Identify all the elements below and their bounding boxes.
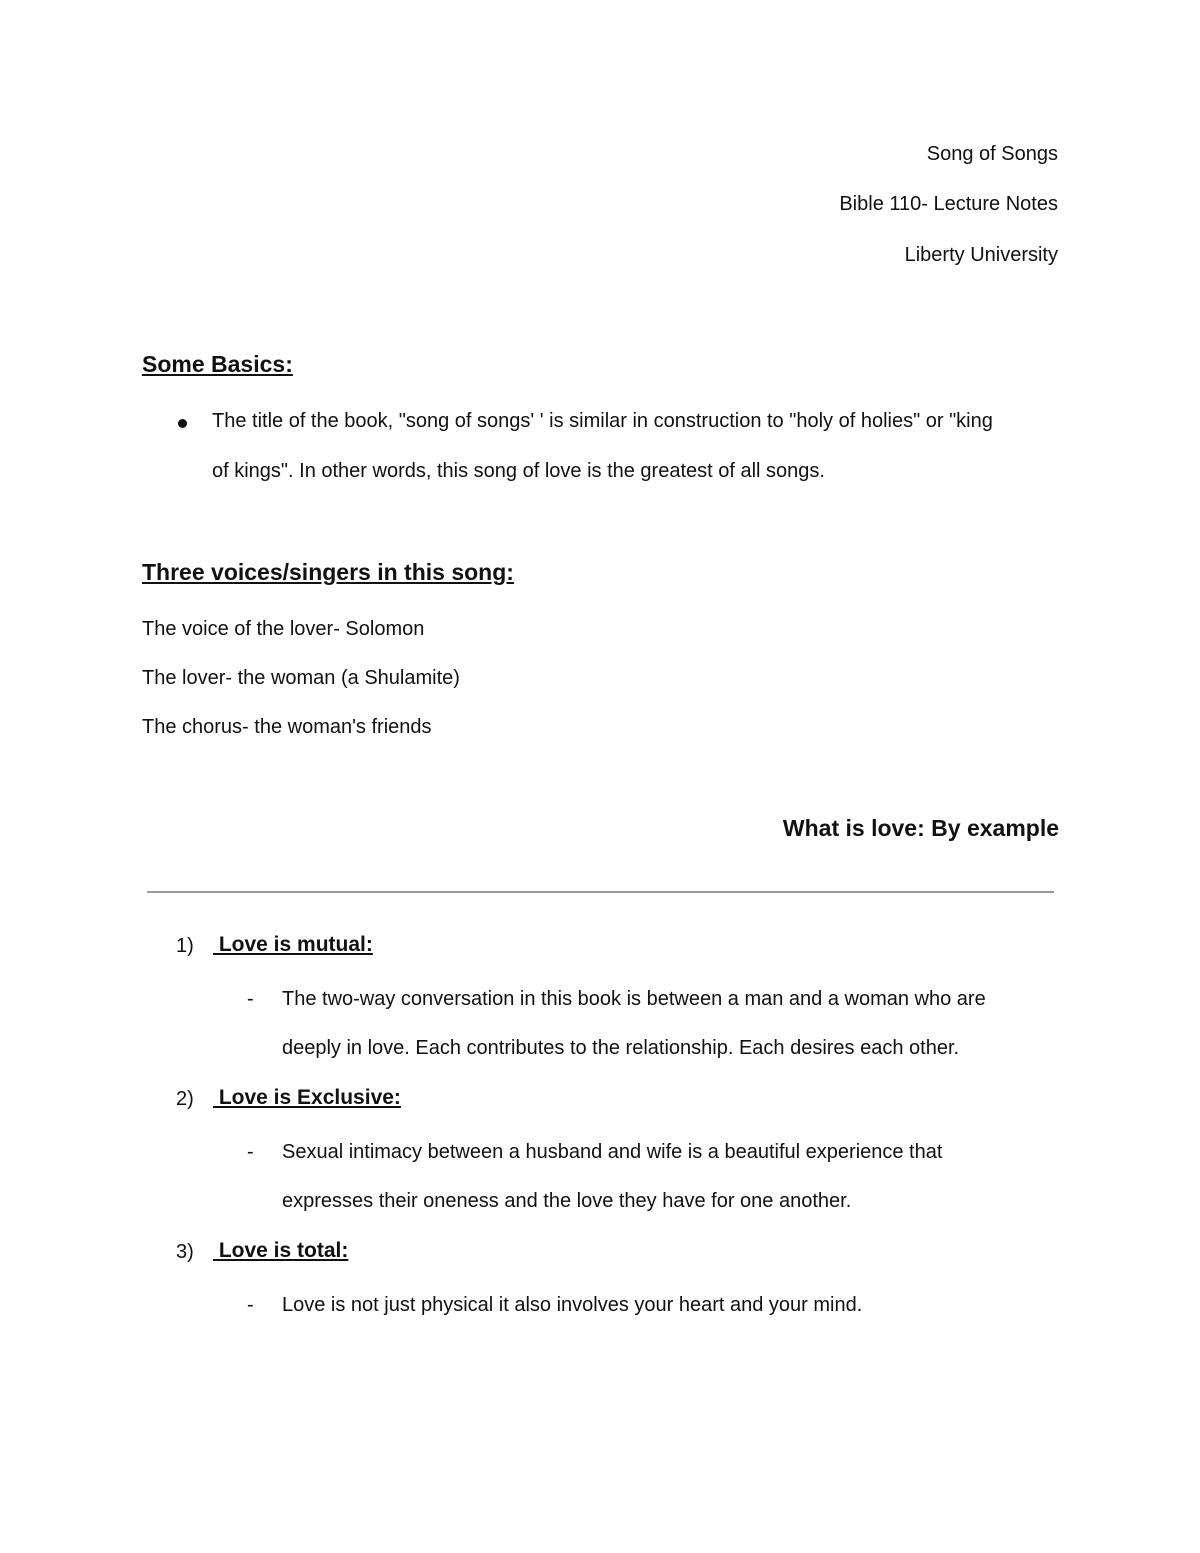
dash-marker: -	[247, 988, 254, 1010]
example-line: deeply in love. Each contributes to the relationship. Each desires each other.	[282, 1037, 960, 1059]
bullet-icon	[178, 419, 187, 428]
voice-line-chorus: The chorus- the woman's friends	[142, 716, 432, 738]
voice-line-woman: The lover- the woman (a Shulamite)	[142, 667, 460, 689]
section-heading-basics: Some Basics:	[142, 351, 293, 377]
example-line: expresses their oneness and the love they have for one another.	[282, 1190, 852, 1212]
example-heading-total: Love is total:	[213, 1239, 349, 1262]
example-line: Love is not just physical it also involves your heart and your mind.	[282, 1294, 863, 1316]
basics-bullet-line-1: The title of the book, "song of songs' ' is similar in construction to "holy of holies" or "king	[212, 410, 993, 432]
list-number: 2)	[176, 1088, 194, 1110]
dash-marker: -	[247, 1294, 254, 1316]
example-heading-exclusive: Love is Exclusive:	[213, 1086, 401, 1109]
example-heading-mutual: Love is mutual:	[213, 933, 373, 956]
section-heading-examples: What is love: By example	[782, 815, 1059, 841]
example-line: The two-way conversation in this book is between a man and a woman who are	[282, 988, 986, 1010]
school-name: Liberty University	[904, 244, 1058, 266]
list-number: 3)	[176, 1241, 194, 1263]
voice-line-lover: The voice of the lover- Solomon	[142, 618, 425, 640]
dash-marker: -	[247, 1141, 254, 1163]
horizontal-divider	[147, 891, 1054, 893]
list-number: 1)	[176, 935, 194, 957]
document-title: Song of Songs	[926, 143, 1058, 165]
section-heading-voices: Three voices/singers in this song:	[142, 559, 514, 585]
example-line: Sexual intimacy between a husband and wife is a beautiful experience that	[282, 1141, 943, 1163]
course-name: Bible 110- Lecture Notes	[839, 193, 1058, 215]
basics-bullet-line-2: of kings". In other words, this song of love is the greatest of all songs.	[212, 460, 825, 482]
